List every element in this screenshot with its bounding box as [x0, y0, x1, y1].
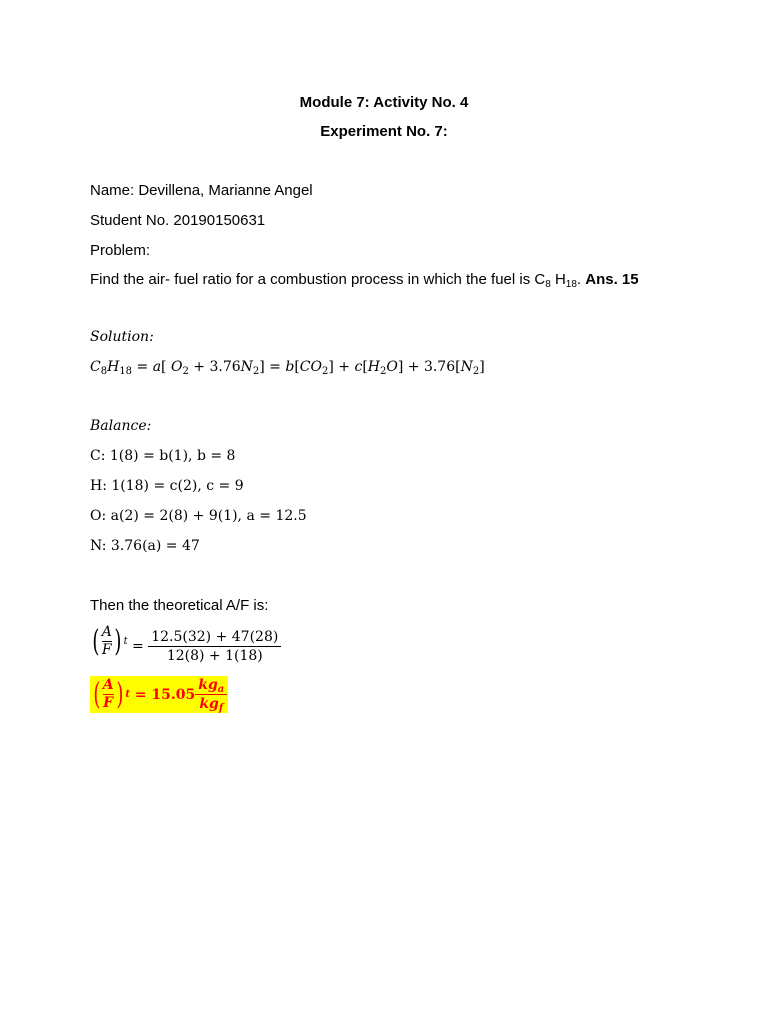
unit-numerator: kg [198, 677, 218, 693]
document-subtitle: Experiment No. 7: [320, 123, 448, 140]
student-number: Student No. 20190150631 [90, 212, 266, 229]
balance-hydrogen: H: 1(18) = c(2), c = 9 [90, 478, 244, 494]
solution-label: Solution: [90, 329, 154, 345]
af-calculation-fraction [148, 628, 281, 665]
problem-text-h: H [550, 271, 566, 288]
problem-label: Problem: [90, 242, 151, 259]
document-title: Module 7: Activity No. 4 [299, 94, 469, 111]
unit-numerator-subscript: a [217, 684, 225, 695]
combustion-equation: $C_8H_{18} = a$[ $O_2 + 3.76N_2] = b[CO_2] + c[H_2O] + 3.76[N_2]$ [90, 359, 485, 377]
unit-denominator: kg [199, 696, 219, 712]
af-final-ratio-numerator: A [102, 677, 114, 693]
problem-statement [90, 270, 639, 290]
balance-oxygen: O: a(2) = 2(8) + 9(1), a = 12.5 [90, 508, 307, 524]
result-intro: Then the theoretical A/F is: [90, 597, 269, 614]
af-calculation-numerator: 12.5(32) + 47(28) [148, 628, 281, 647]
problem-answer: Ans. 15 [585, 271, 639, 288]
problem-text-after: . [576, 271, 582, 288]
problem-text-before: Find the air- fuel ratio for a combustion process in which the fuel is C [90, 271, 546, 288]
af-ratio-numerator: A [101, 624, 112, 640]
student-name: Name: Devillena, Marianne Angel [90, 182, 313, 199]
af-final-value: 15.05 [151, 686, 196, 703]
af-ratio: ( $\frac{A}{F}$ ) t [92, 623, 128, 659]
af-calculation-denominator: 12(8) + 1(18) [166, 648, 263, 664]
unit-denominator-subscript: f [218, 703, 224, 714]
af-final-ratio-denominator: F [103, 695, 114, 711]
af-final-unit [195, 676, 227, 713]
af-calculation: ( $\frac{A}{F}$ ) t = $\frac{12.5(32) + 47(28)}{12(8) + 1(18)}$ [90, 624, 281, 665]
problem-sub-c: 8 [545, 279, 551, 290]
balance-carbon: C: 1(8) = b(1), b = 8 [90, 448, 236, 464]
af-final-highlight: ( $\frac{A}{F}$ ) t = 15.05 $\frac{kg_a}{kg_f}$ [90, 676, 228, 713]
af-final-result [90, 676, 228, 713]
af-ratio-denominator: F [101, 642, 112, 658]
problem-sub-h: 18 [565, 279, 577, 290]
balance-nitrogen: N: 3.76(a) = 47 [90, 538, 200, 554]
balance-label: Balance: [90, 418, 152, 434]
